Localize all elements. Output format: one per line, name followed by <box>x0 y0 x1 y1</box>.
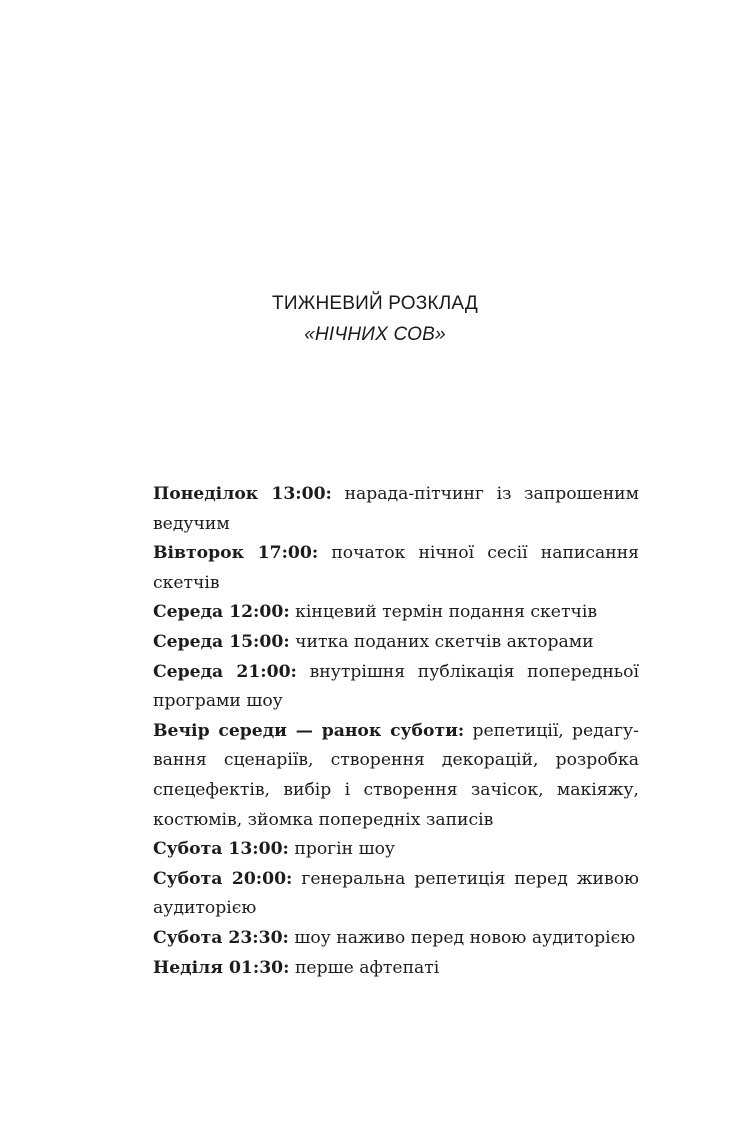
schedule-list <box>153 480 639 983</box>
entry-description: генеральна репетиція перед живою аудиторією <box>153 868 640 919</box>
entry-description: початок нічної сесії написання скетчів <box>153 543 639 593</box>
schedule-entry <box>153 865 639 924</box>
schedule-entry <box>153 658 639 717</box>
entry-time: Середа 21:00: <box>153 661 297 682</box>
entry-description: прогін шоу <box>294 839 396 860</box>
entry-description: читка поданих скетчів акторами <box>295 631 594 652</box>
page-title <box>0 288 750 350</box>
entry-description: шоу наживо перед новою аудиторією <box>294 927 636 948</box>
entry-time: Вечір середи — ранок суботи: <box>153 720 465 741</box>
entry-description: перше афтепаті <box>294 957 440 978</box>
schedule-entry <box>153 628 639 658</box>
schedule-entry <box>153 480 639 539</box>
entry-time: Неділя 01:30: <box>153 957 290 978</box>
entry-time: Субота 13:00: <box>153 839 289 860</box>
title-line-1: ТИЖНЕВИЙ РОЗКЛАД <box>272 293 478 314</box>
schedule-entry <box>153 539 639 598</box>
title-line-2: «НІЧНИХ СОВ» <box>304 324 446 345</box>
entry-time: Субота 20:00: <box>153 868 293 889</box>
entry-time: Середа 12:00: <box>153 602 290 623</box>
entry-time: Вівторок 17:00: <box>153 543 319 564</box>
schedule-entry <box>153 954 639 984</box>
entry-description: внутрішня публікація попередньої програми шоу <box>153 661 640 712</box>
schedule-entry <box>153 924 639 954</box>
entry-description: репетиції, редагування сценаріїв, створення декорацій, розробка спецефектів, вибір і створення зачісок, макіяжу, костюмів, зйомка попередніх записів <box>153 720 639 830</box>
schedule-entry <box>153 835 639 865</box>
schedule-entry <box>153 717 639 835</box>
entry-time: Середа 15:00: <box>153 631 290 652</box>
schedule-entry <box>153 598 639 628</box>
entry-time: Понеділок 13:00: <box>153 484 332 504</box>
entry-description: нарада-пітчинг із запрошеним ведучим <box>153 484 639 534</box>
entry-time: Субота 23:30: <box>153 927 289 948</box>
entry-description: кінцевий термін подання скетчів <box>295 602 598 623</box>
